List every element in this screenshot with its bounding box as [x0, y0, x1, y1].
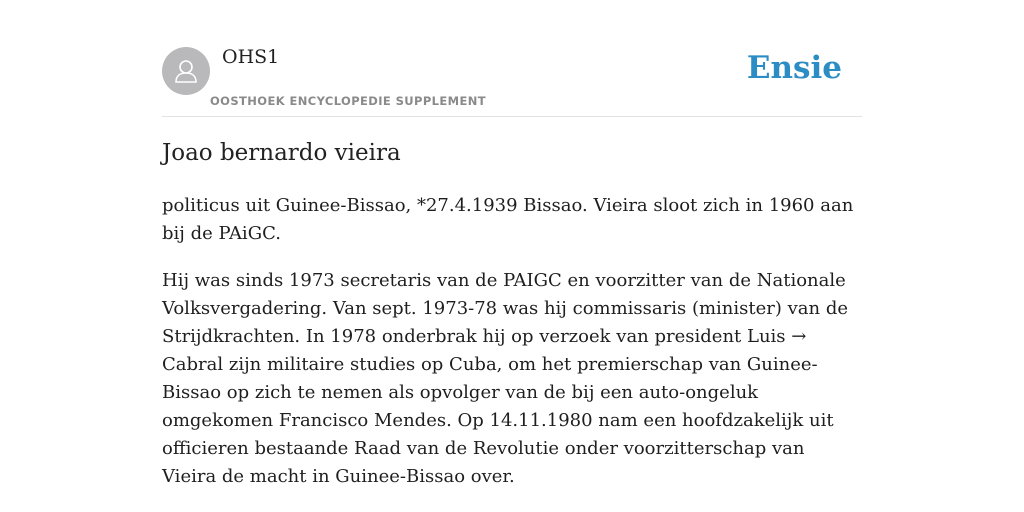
- brand-logo[interactable]: Ensie: [746, 50, 842, 86]
- avatar[interactable]: [162, 47, 210, 95]
- article-paragraph: Hij was sinds 1973 secretaris van de PAIGC en voorzitter van de Nationale Volksvergadering. Van sept. 1973-78 was hij commissaris (minister) van de Strijdkrachten. In 1978 onderbrak hij op verzoek van president Luis → Cabral zijn militaire studies op Cuba, om het premierschap van Guinee-Bissao op zich te nemen als opvolger van de bij een auto-ongeluk omgekomen Francisco Mendes. Op 14.11.1980 nam een hoofdzakelijk uit officieren bestaande Raad van de Revolutie onder voorzitterschap van Vieira de macht in Guinee-Bissao over.: [162, 270, 849, 487]
- article-paragraph: politicus uit Guinee-Bissao, *27.4.1939 Bissao. Vieira sloot zich in 1960 aan bij de PAiGC.: [162, 195, 854, 244]
- user-icon: [172, 57, 200, 85]
- page-container: [162, 0, 862, 487]
- publisher-label[interactable]: OOSTHOEK ENCYCLOPEDIE SUPPLEMENT: [210, 94, 487, 108]
- header: [162, 0, 862, 117]
- author-name[interactable]: OHS1: [222, 46, 280, 68]
- article-title: Joao bernardo vieira: [162, 140, 401, 166]
